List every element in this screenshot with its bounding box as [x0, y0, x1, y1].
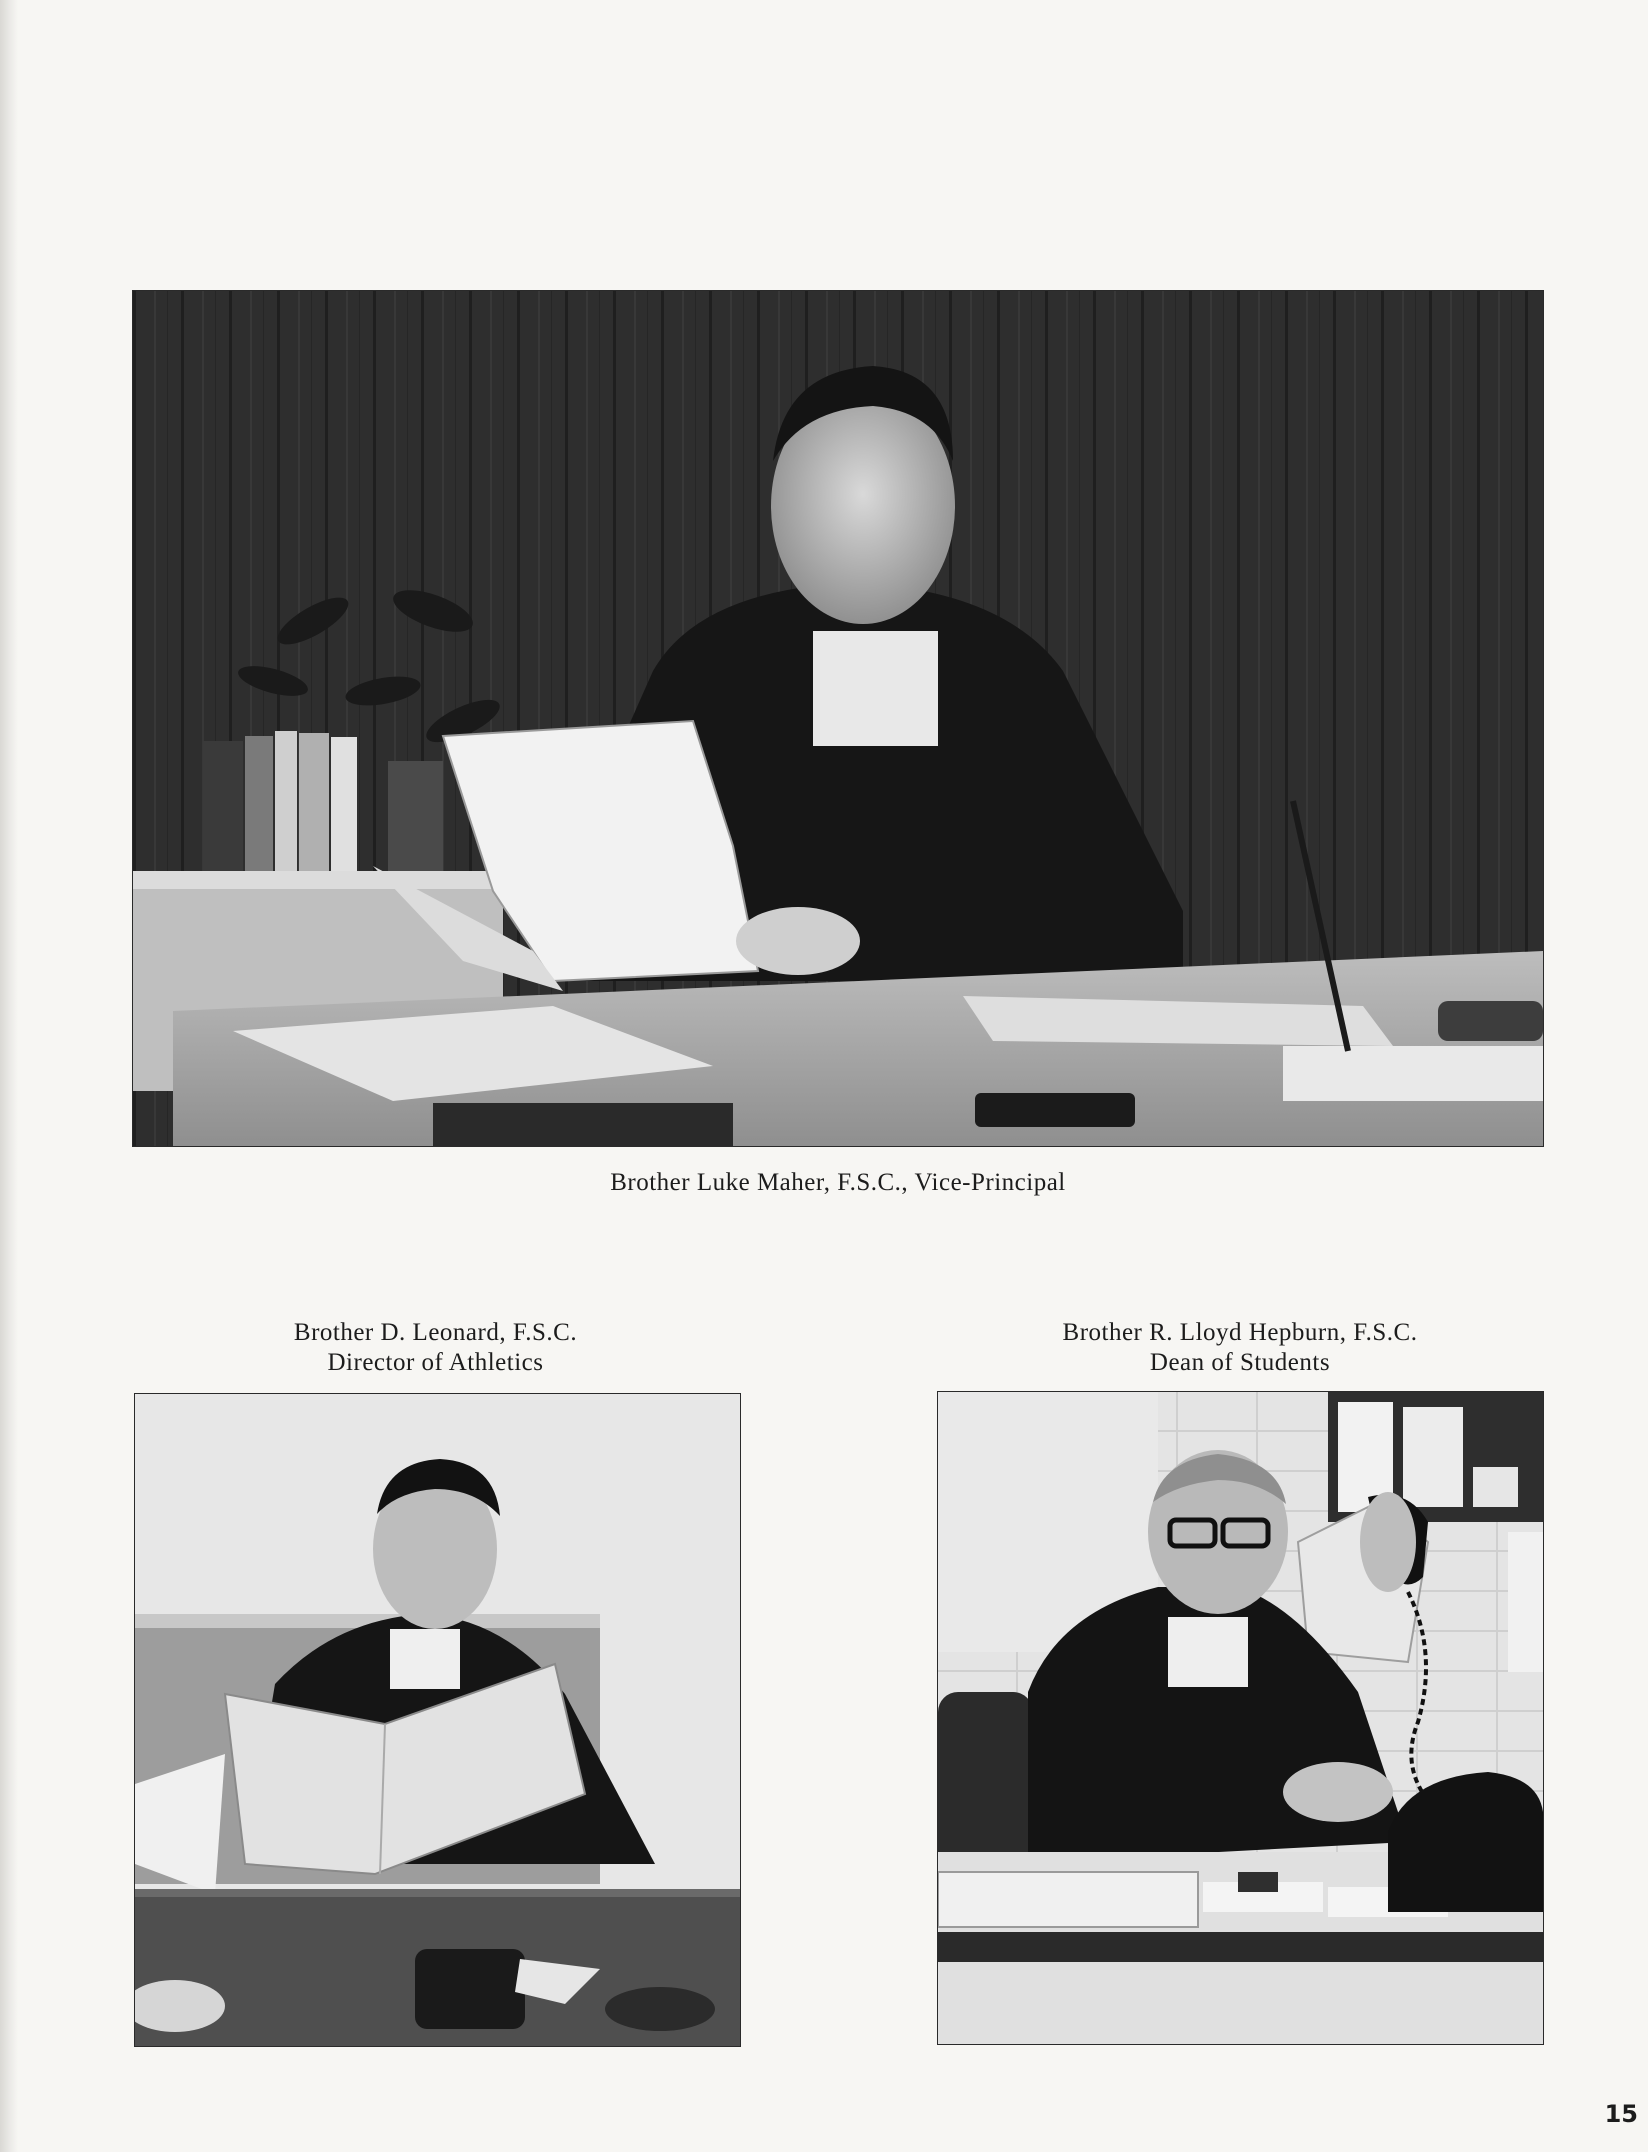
athletics-director-title: Director of Athletics [327, 1349, 544, 1376]
dean-of-students-name: Brother R. Lloyd Hepburn, F.S.C. [1062, 1319, 1418, 1346]
athletics-director-caption [133, 1318, 738, 1378]
dean-of-students-caption [935, 1318, 1545, 1378]
dean-of-students-photo [938, 1392, 1543, 2044]
athletics-director-photo [135, 1394, 740, 2046]
dean-of-students-title: Dean of Students [1149, 1349, 1331, 1376]
athletics-director-name: Brother D. Leonard, F.S.C. [293, 1319, 578, 1346]
page-number: 15 [1604, 2100, 1638, 2128]
page-binding-edge [0, 0, 18, 2152]
vice-principal-photo [133, 291, 1543, 1146]
vice-principal-caption: Brother Luke Maher, F.S.C., Vice-Principal [610, 1169, 1066, 1196]
